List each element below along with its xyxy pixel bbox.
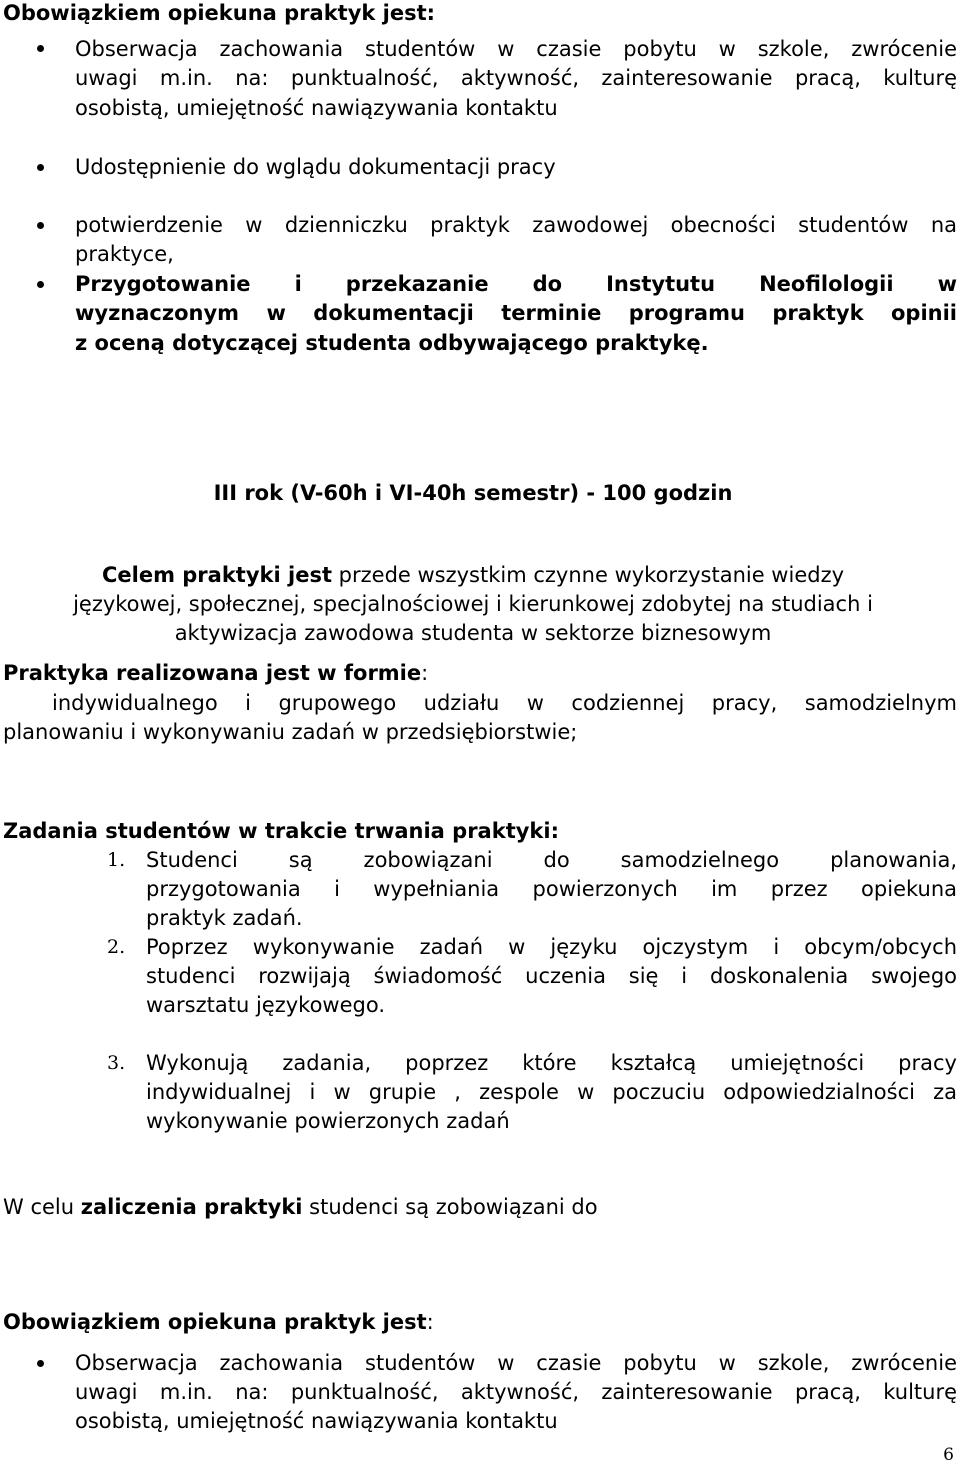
task-1-number: 1.	[107, 849, 126, 871]
bottom-item-line-1: Obserwacja zachowania studentów w czasie pobytu w szkole, zwrócenie	[75, 1351, 957, 1375]
task-3-line-2: indywidualnej i w grupie , zespole w poczuciu odpowiedzialności za	[146, 1080, 957, 1104]
top-item-1-line-2: uwagi m.in. na: punktualność, aktywność, zainteresowanie pracą, kulturę	[75, 66, 957, 90]
bullet-icon	[37, 45, 44, 52]
form-line-1: indywidualnego i grupowego udziału w codziennej pracy, samodzielnym	[52, 691, 957, 715]
task-1-line-3: praktyk zadań.	[146, 906, 303, 930]
top-item-3-line-1: potwierdzenie w dzienniczku praktyk zawodowej obecności studentów na	[75, 213, 957, 237]
top-item-4-line-2: wyznaczonym w dokumentacji terminie programu praktyk opinii	[75, 301, 957, 325]
task-2-line-3: warsztatu językowego.	[146, 993, 386, 1017]
goal-label: Celem praktyki jest	[101, 563, 332, 587]
top-heading: Obowiązkiem opiekuna praktyk jest:	[3, 1, 436, 25]
top-item-4-line-1: Przygotowanie i przekazanie do Instytutu Neofilologii w	[75, 272, 957, 296]
task-1-line-2: przygotowania i wypełniania powierzonych im przez opiekuna	[146, 877, 957, 901]
task-2-line-2: studenci rozwijają świadomość uczenia się i doskonalenia swojego	[146, 964, 957, 988]
task-3-line-3: wykonywanie powierzonych zadań	[146, 1109, 510, 1133]
completion-bold: zaliczenia praktyki	[80, 1195, 303, 1219]
completion-line	[3, 1193, 598, 1222]
task-3-number: 3.	[107, 1052, 126, 1074]
bullet-icon	[37, 1360, 44, 1367]
task-1-line-1: Studenci są zobowiązani do samodzielnego planowania,	[146, 848, 957, 872]
top-item-3-line-2: praktyce,	[75, 242, 174, 266]
year-heading: III rok (V-60h i VI-40h semestr) - 100 godzin	[213, 481, 733, 505]
completion-pre: W celu	[3, 1195, 81, 1219]
bottom-heading-label: Obowiązkiem opiekuna praktyk jest	[3, 1310, 427, 1334]
bottom-item-line-2: uwagi m.in. na: punktualność, aktywność, zainteresowanie pracą, kulturę	[75, 1380, 957, 1404]
bullet-icon	[37, 281, 44, 288]
task-2-number: 2.	[107, 936, 126, 958]
bullet-icon	[37, 164, 44, 171]
form-line-2: planowaniu i wykonywaniu zadań w przedsiębiorstwie;	[3, 720, 578, 744]
goal-line-2: językowej, społecznej, specjalnościowej i kierunkowej zdobytej na studiach i	[73, 592, 873, 616]
bottom-heading-colon: :	[426, 1310, 434, 1334]
top-item-4-line-3: z oceną dotyczącej studenta odbywającego praktykę.	[75, 331, 709, 355]
form-label: Praktyka realizowana jest w formie	[3, 661, 422, 685]
goal-line-3: aktywizacja zawodowa studenta w sektorze biznesowym	[174, 621, 772, 645]
top-item-2-line-1: Udostępnienie do wglądu dokumentacji pracy	[75, 155, 556, 179]
tasks-heading: Zadania studentów w trakcie trwania praktyki:	[3, 819, 559, 843]
bottom-heading	[3, 1308, 434, 1337]
top-item-1-line-3: osobistą, umiejętność nawiązywania kontaktu	[75, 96, 558, 120]
goal-line-1	[0, 561, 946, 590]
bottom-item-line-3: osobistą, umiejętność nawiązywania kontaktu	[75, 1409, 558, 1433]
goal-line-1-rest: przede wszystkim czynne wykorzystanie wiedzy	[331, 563, 845, 587]
top-item-1-line-1: Obserwacja zachowania studentów w czasie pobytu w szkole, zwrócenie	[75, 37, 957, 61]
completion-post: studenci są zobowiązani do	[302, 1195, 598, 1219]
page-number: 6	[943, 1445, 954, 1465]
form-colon: :	[421, 661, 429, 685]
bullet-icon	[37, 222, 44, 229]
task-2-line-1: Poprzez wykonywanie zadań w języku ojczystym i obcym/obcych	[146, 935, 957, 959]
task-3-line-1: Wykonują zadania, poprzez które kształcą umiejętności pracy	[146, 1051, 957, 1075]
form-heading	[3, 659, 428, 688]
